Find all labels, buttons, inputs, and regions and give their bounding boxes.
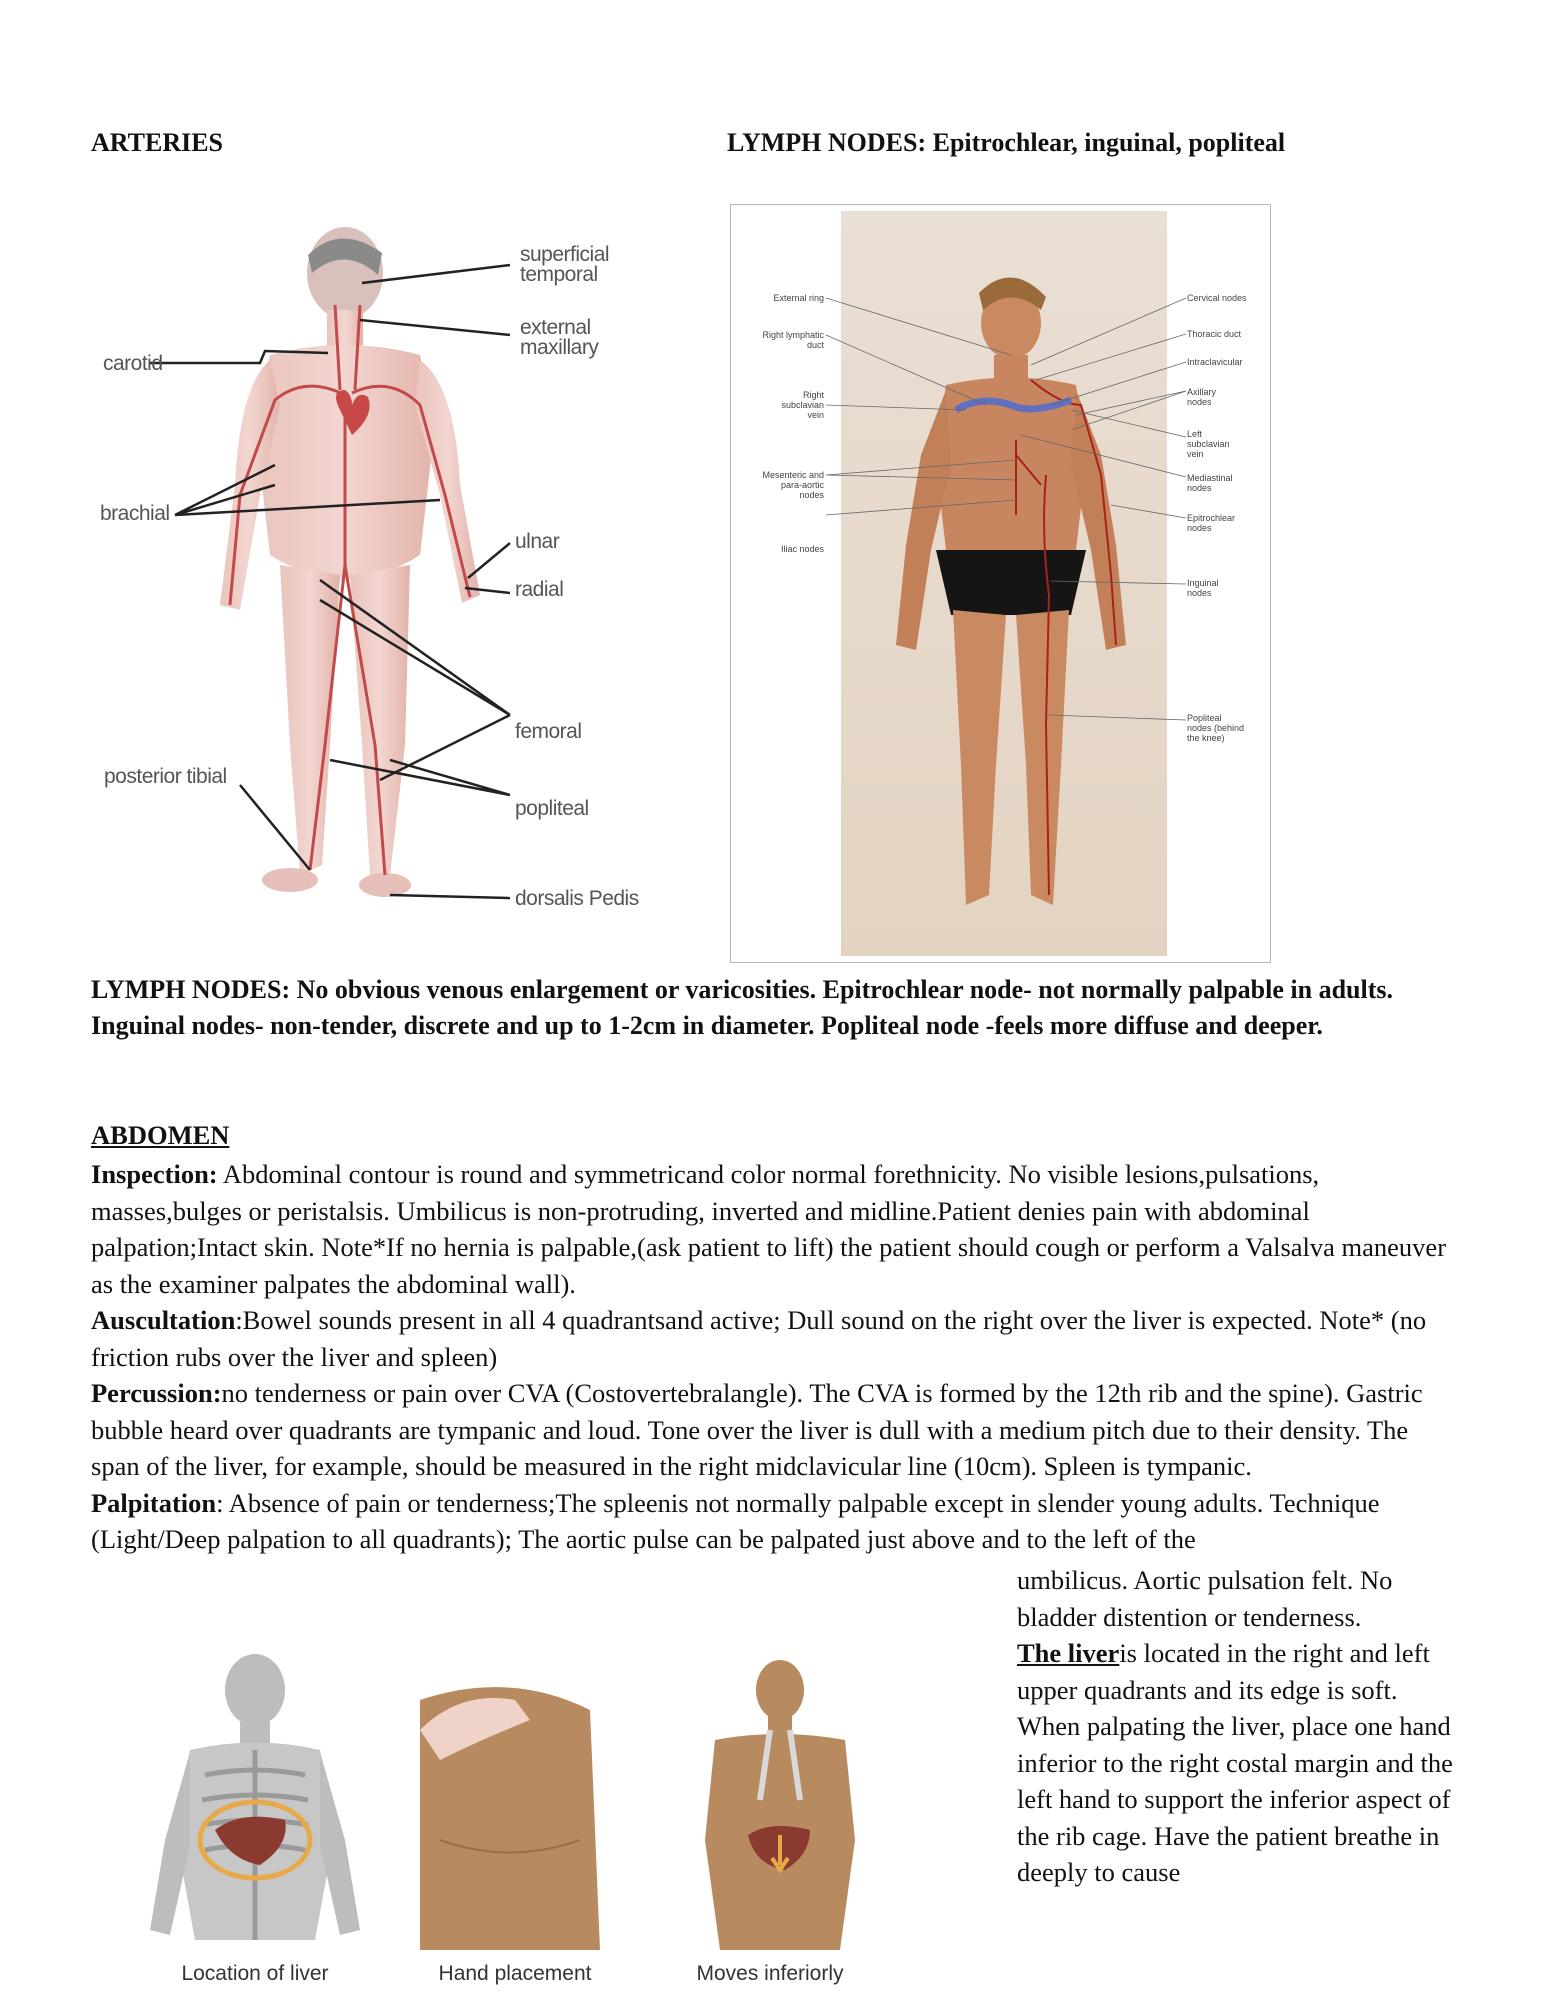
label-iliac-nodes: Iliac nodes	[780, 544, 824, 554]
caption-moves-inferiorly: Moves inferiorly	[696, 1962, 844, 1985]
location-of-liver-illustration	[150, 1654, 360, 1940]
inspection-text: Abdominal contour is round and symmetricand color normal forethnicity. No visible lesions,pulsations, masses,bulges or peristalsis. Umbilicus is non-protruding, inverted and midline.Patient denies pain with abdominal palpation;Intact skin. Note*If no hernia is palpable,(ask patient to lift) the patient should cough or perform a Valsalva maneuver as the examiner palpates the abdominal wall).	[91, 1159, 1447, 1299]
label-ulnar: ulnar	[515, 530, 560, 553]
moves-inferiorly-illustration	[705, 1660, 855, 1950]
label-popliteal: popliteal	[515, 797, 589, 820]
label-mediastinal-nodes: Mediastinal nodes	[1187, 473, 1233, 493]
lymph-nodes-paragraph: LYMPH NODES: No obvious venous enlargement or varicosities. Epitrochlear node- not normally palpable in adults. Inguinal nodes- non-tender, discrete and up to 1-2cm in diameter. Popliteal node -feels more diffuse and deeper.	[91, 975, 1394, 1040]
label-intraclavicular: Intraclavicular	[1187, 357, 1243, 367]
caption-location-of-liver: Location of liver	[181, 1962, 329, 1985]
side-text-column	[1017, 1562, 1457, 1891]
label-cervical-nodes: Cervical nodes	[1187, 293, 1247, 303]
label-epitrochlear-nodes: Epitrochlear nodes	[1187, 513, 1236, 533]
arteries-heading: ARTERIES	[91, 128, 224, 157]
label-mesenteric-nodes: Mesenteric and para-aortic nodes	[762, 470, 824, 500]
label-posterior-tibial: posterior tibial	[104, 765, 227, 788]
label-femoral: femoral	[515, 720, 582, 743]
label-dorsalis-pedis: dorsalis Pedis	[515, 887, 639, 910]
label-thoracic-duct: Thoracic duct	[1187, 329, 1242, 339]
label-carotid: carotid	[103, 352, 163, 375]
side-text-liver: is located in the right and left upper quadrants and its edge is soft. When palpating the liver, place one hand inferior to the right costal margin and the left hand to support the inferior aspect of the rib cage. Have the patient breathe in deeply to cause	[1017, 1638, 1453, 1887]
lymph-nodes-figure	[730, 204, 1271, 963]
liver-figure	[120, 1640, 940, 2000]
label-popliteal-nodes: Popliteal nodes (behind the knee)	[1187, 713, 1245, 743]
inspection-label: Inspection:	[91, 1159, 218, 1189]
abdomen-body	[91, 1156, 1453, 1558]
auscultation-text: :Bowel sounds present in all 4 quadrantsand active; Dull sound on the right over the liver is expected. Note* (no friction rubs over the liver and spleen)	[91, 1305, 1427, 1372]
label-superficial-temporal: superficial temporal	[520, 243, 610, 286]
label-right-subclavian-vein: Right subclavian vein	[781, 390, 824, 420]
label-brachial: brachial	[100, 502, 170, 525]
liver-illustration	[120, 1640, 940, 2000]
label-external-ring: External ring	[773, 293, 824, 303]
auscultation-label: Auscultation	[91, 1305, 236, 1335]
palpitation-text: : Absence of pain or tenderness;The spleenis not normally palpable except in slender young adults. Technique (Light/Deep palpation to all quadrants); The aortic pulse can be palpated just above and to the left of the	[91, 1487, 1380, 1554]
arteries-figure	[90, 225, 650, 955]
lymph-nodes-heading: LYMPH NODES: Epitrochlear, inguinal, popliteal	[727, 128, 1286, 157]
liver-link-label: The liver	[1017, 1638, 1120, 1668]
label-inguinal-nodes: Inguinal nodes	[1187, 578, 1219, 598]
label-right-lymphatic-duct: Right lymphatic duct	[762, 330, 824, 350]
percussion-text: no tenderness or pain over CVA (Costovertebralangle). The CVA is formed by the 12th rib and the spine). Gastric bubble heard over quadrants are tympanic and loud. Tone over the liver is dull with a medium pitch due to their density. The span of the liver, for example, should be measured in the right midclavicular line (10cm). Spleen is tympanic.	[91, 1378, 1423, 1481]
side-text-aortic: umbilicus. Aortic pulsation felt. No bladder distention or tenderness.	[1017, 1565, 1393, 1632]
label-left-subclavian-vein: Left subclavian vein	[1187, 429, 1230, 459]
palpitation-label: Palpitation	[91, 1487, 217, 1518]
caption-hand-placement: Hand placement	[438, 1962, 592, 1985]
label-axillary-nodes: Axillary nodes	[1187, 387, 1217, 407]
abdomen-heading: ABDOMEN	[91, 1120, 230, 1150]
label-external-maxillary: external maxillary	[520, 316, 599, 359]
percussion-label: Percussion:	[91, 1378, 222, 1408]
label-radial: radial	[515, 578, 564, 601]
hand-placement-illustration	[420, 1687, 600, 1950]
